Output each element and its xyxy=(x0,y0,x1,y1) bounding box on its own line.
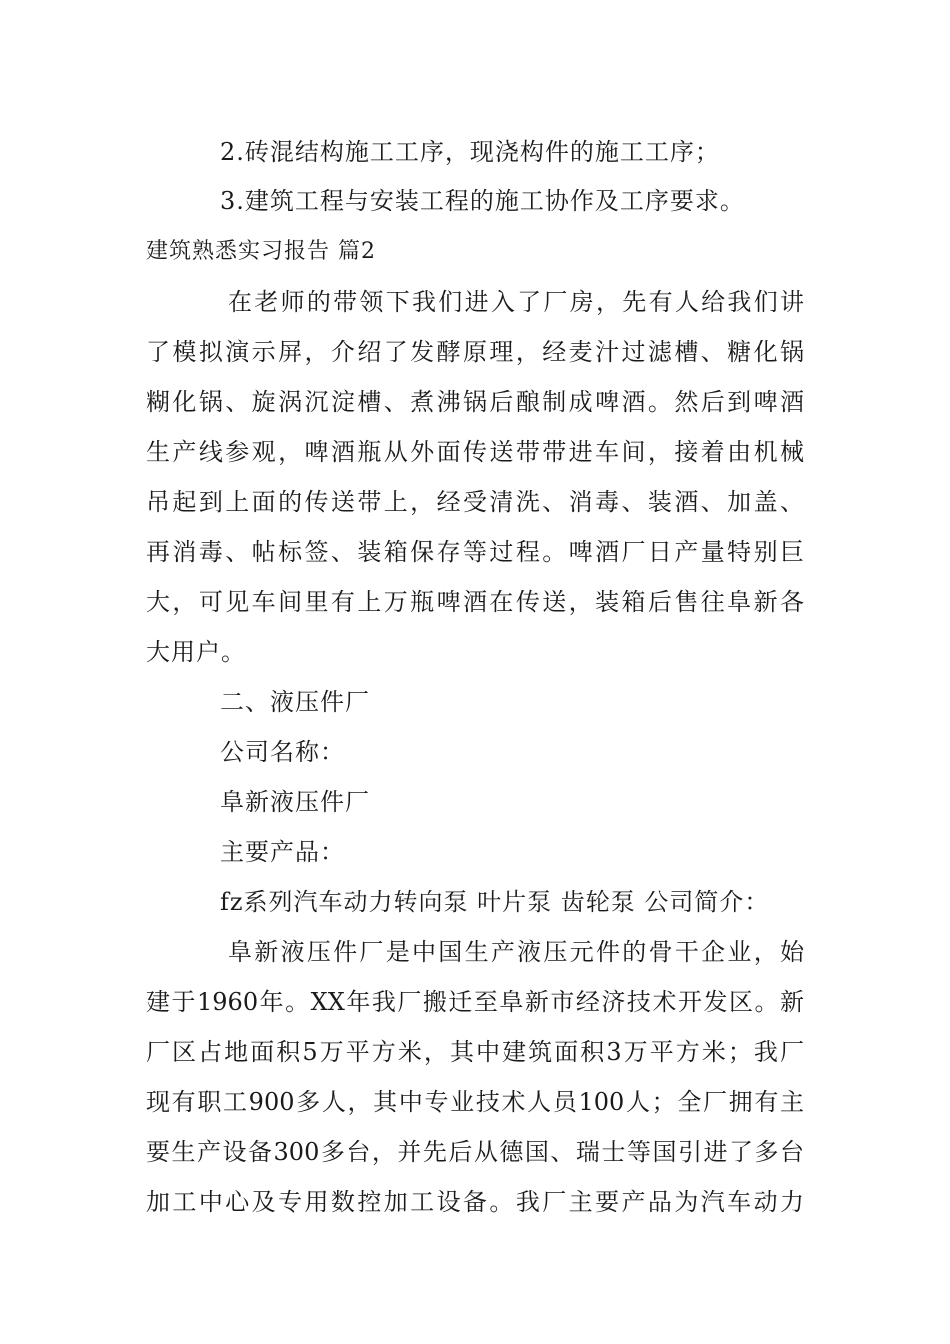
paragraph-line-last: 大用户。 xyxy=(146,638,246,666)
company-name-value: 阜新液压件厂 xyxy=(220,788,370,816)
paragraph-line: 再消毒、帖标签、装箱保存等过程。啤酒厂日产量特别巨 xyxy=(146,538,804,566)
paragraph-line: 大，可见车间里有上万瓶啤酒在传送，装箱后售往阜新各 xyxy=(146,588,804,616)
paragraph-line: 了模拟演示屏，介绍了发酵原理，经麦汁过滤槽、糖化锅 xyxy=(146,338,804,366)
paragraph-line: 建于1960年。XX年我厂搬迁至阜新市经济技术开发区。新 xyxy=(146,988,804,1016)
text-line-sequence-3: 3.建筑工程与安装工程的施工协作及工序要求。 xyxy=(220,187,745,215)
subsection-heading: 二、液压件厂 xyxy=(220,688,370,716)
paragraph-line: 现有职工900多人，其中专业技术人员100人；全厂拥有主 xyxy=(146,1088,804,1116)
paragraph-line: 糊化锅、旋涡沉淀槽、煮沸锅后酿制成啤酒。然后到啤酒 xyxy=(146,388,804,416)
paragraph-line: 生产线参观，啤酒瓶从外面传送带带进车间，接着由机械 xyxy=(146,438,804,466)
main-products-value: fz系列汽车动力转向泵 叶片泵 齿轮泵 公司简介： xyxy=(220,888,770,916)
label-company-name: 公司名称： xyxy=(220,738,345,766)
paragraph-line: 阜新液压件厂是中国生产液压元件的骨干企业，始 xyxy=(228,938,804,966)
paragraph-line: 要生产设备300多台，并先后从德国、瑞士等国引进了多台 xyxy=(146,1138,804,1166)
paragraph-line: 加工中心及专用数控加工设备。我厂主要产品为汽车动力 xyxy=(146,1188,804,1216)
paragraph-line: 吊起到上面的传送带上，经受清洗、消毒、装酒、加盖、 xyxy=(146,488,804,516)
paragraph-line: 厂区占地面积5万平方米，其中建筑面积3万平方米；我厂 xyxy=(146,1038,804,1066)
label-main-products: 主要产品： xyxy=(220,838,345,866)
section-heading: 建筑熟悉实习报告 篇2 xyxy=(146,239,376,264)
text-line-sequence-2: 2.砖混结构施工工序，现浇构件的施工工序； xyxy=(220,138,720,166)
paragraph-line: 在老师的带领下我们进入了厂房，先有人给我们讲 xyxy=(228,288,804,316)
